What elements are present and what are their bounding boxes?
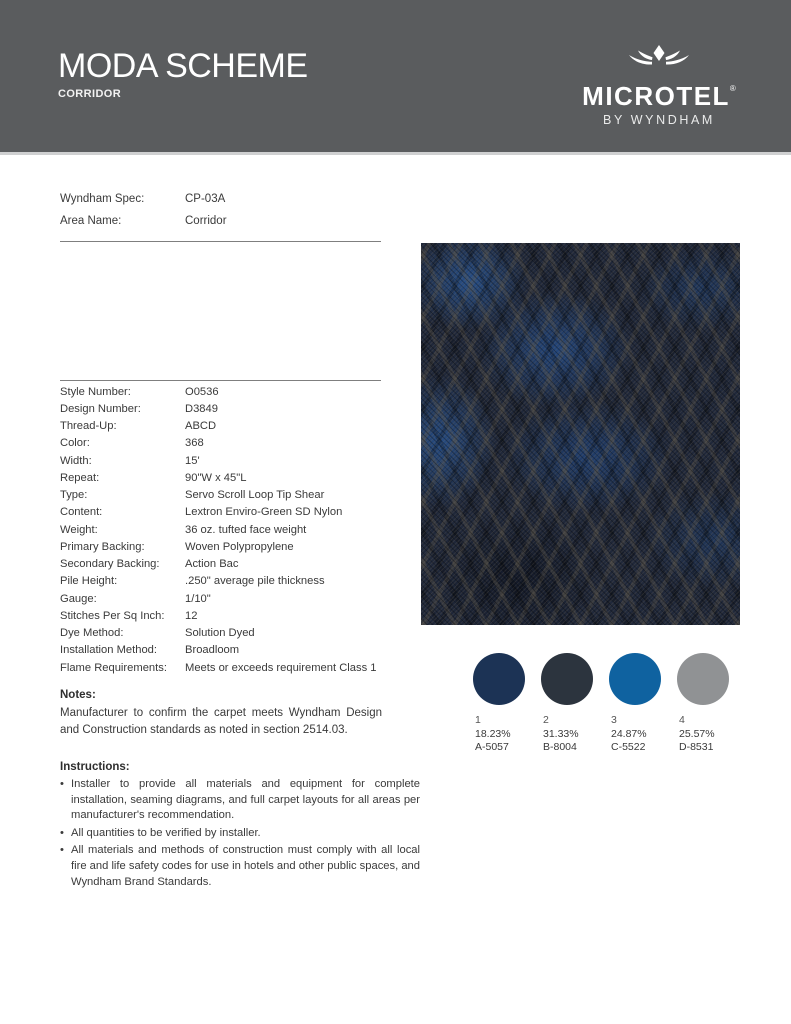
notes-heading: Notes: — [60, 689, 96, 701]
detail-row-pile-height — [60, 573, 400, 590]
palette-item-2 — [541, 653, 593, 755]
detail-row-installation-method — [60, 642, 400, 659]
field-label: Wyndham Spec: — [60, 193, 145, 205]
field-label: Design Number: — [60, 402, 141, 415]
field-value: 36 oz. tufted face weight — [185, 523, 307, 536]
palette-percent: 18.23% — [475, 727, 511, 740]
detail-row-color — [60, 435, 400, 452]
field-label: Primary Backing: — [60, 540, 145, 553]
brand-logo — [578, 44, 740, 127]
detail-row-gauge — [60, 590, 400, 607]
brand-name — [578, 75, 740, 110]
palette-item-1 — [473, 653, 525, 755]
notes-section — [60, 689, 382, 740]
palette-number: 4 — [679, 714, 685, 726]
field-value: 1/10" — [185, 592, 211, 605]
detail-row-repeat — [60, 469, 400, 486]
field-value: Meets or exceeds requirement Class 1 — [185, 661, 377, 674]
field-label: Flame Requirements: — [60, 661, 167, 674]
color-circle-4 — [677, 653, 729, 705]
spec-fields — [60, 188, 390, 232]
detail-row-thread-up — [60, 418, 400, 435]
title-block — [58, 48, 308, 100]
field-label: Pile Height: — [60, 575, 118, 588]
field-value: Lextron Enviro-Green SD Nylon — [185, 506, 343, 519]
field-label: Installation Method: — [60, 644, 158, 657]
detail-row-content — [60, 504, 400, 521]
field-label: Dye Method: — [60, 627, 124, 640]
color-circle-2 — [541, 653, 593, 705]
instruction-item: • All quantities to be verified by installer. — [60, 826, 420, 842]
field-label: Weight: — [60, 523, 98, 536]
product-details — [60, 383, 400, 676]
carpet-swatch-image — [421, 243, 740, 625]
detail-row-type — [60, 487, 400, 504]
field-value: Corridor — [185, 215, 227, 227]
instructions-list — [60, 777, 420, 890]
field-value: 90"W x 45"L — [185, 471, 247, 484]
notes-body: Manufacturer to confirm the carpet meets Wyndham Design and Construction standards as noted in section 2514.03. — [60, 707, 382, 737]
field-value: .250" average pile thickness — [185, 575, 325, 588]
instructions-heading: Instructions: — [60, 761, 130, 773]
page-subtitle: CORRIDOR — [58, 88, 122, 100]
detail-row-design-number — [60, 400, 400, 417]
detail-row-weight — [60, 521, 400, 538]
field-value: 12 — [185, 609, 198, 622]
detail-row-primary-backing — [60, 538, 400, 555]
palette-percent: 25.57% — [679, 727, 715, 740]
palette-code: C-5522 — [611, 741, 646, 753]
palette-code: A-5057 — [475, 741, 509, 753]
field-label: Area Name: — [60, 215, 122, 227]
color-circle-1 — [473, 653, 525, 705]
registered-mark: ® — [729, 84, 736, 93]
detail-row-dye-method — [60, 625, 400, 642]
brand-tagline: BY WYNDHAM — [603, 113, 715, 127]
field-label: Width: — [60, 454, 92, 467]
detail-row-width — [60, 452, 400, 469]
spec-row-area-name — [60, 210, 390, 232]
instruction-item: • All materials and methods of construction must comply with all local fire and life safety codes for use in hotels and other public spaces, and Wyndham Brand Standards. — [60, 843, 420, 890]
field-value: Action Bac — [185, 558, 239, 571]
spec-row-wyndham-spec — [60, 188, 390, 210]
field-label: Gauge: — [60, 592, 97, 605]
palette-item-3 — [609, 653, 661, 755]
palette-number: 1 — [475, 714, 481, 726]
field-label: Style Number: — [60, 385, 131, 398]
color-palette — [473, 653, 729, 755]
header-banner — [0, 0, 791, 155]
field-value: Broadloom — [185, 644, 240, 657]
field-value: Solution Dyed — [185, 627, 255, 640]
field-label: Content: — [60, 506, 103, 519]
instructions-section — [60, 761, 420, 892]
field-value: 15' — [185, 454, 200, 467]
field-value: ABCD — [185, 420, 217, 433]
field-value: Woven Polypropylene — [185, 540, 294, 553]
palette-code: B-8004 — [543, 741, 577, 753]
divider-line-details — [60, 380, 381, 381]
detail-row-style-number — [60, 383, 400, 400]
field-label: Secondary Backing: — [60, 558, 160, 571]
brand-name-text: MICROTEL — [582, 81, 730, 111]
field-label: Stitches Per Sq Inch: — [60, 609, 165, 622]
palette-percent: 24.87% — [611, 727, 647, 740]
field-label: Thread-Up: — [60, 420, 117, 433]
detail-row-secondary-backing — [60, 556, 400, 573]
field-value: D3849 — [185, 402, 218, 415]
field-value: CP-03A — [185, 193, 226, 205]
palette-code: D-8531 — [679, 741, 714, 753]
lotus-crown-icon — [578, 44, 740, 74]
field-value: 368 — [185, 437, 204, 450]
divider-line-top — [60, 241, 381, 242]
palette-percent: 31.33% — [543, 727, 579, 740]
field-value: O0536 — [185, 385, 219, 398]
palette-item-4 — [677, 653, 729, 755]
color-circle-3 — [609, 653, 661, 705]
field-value: Servo Scroll Loop Tip Shear — [185, 489, 325, 502]
page-title: MODA SCHEME — [58, 47, 308, 85]
detail-row-flame-requirements — [60, 659, 400, 676]
field-label: Color: — [60, 437, 90, 450]
palette-number: 3 — [611, 714, 617, 726]
field-label: Repeat: — [60, 471, 100, 484]
field-label: Type: — [60, 489, 88, 502]
palette-number: 2 — [543, 714, 549, 726]
detail-row-stitches — [60, 607, 400, 624]
instruction-item: • Installer to provide all materials and equipment for complete installation, seaming diagrams, and full carpet layouts for all areas per manufacturer's recommendation. — [60, 777, 420, 824]
